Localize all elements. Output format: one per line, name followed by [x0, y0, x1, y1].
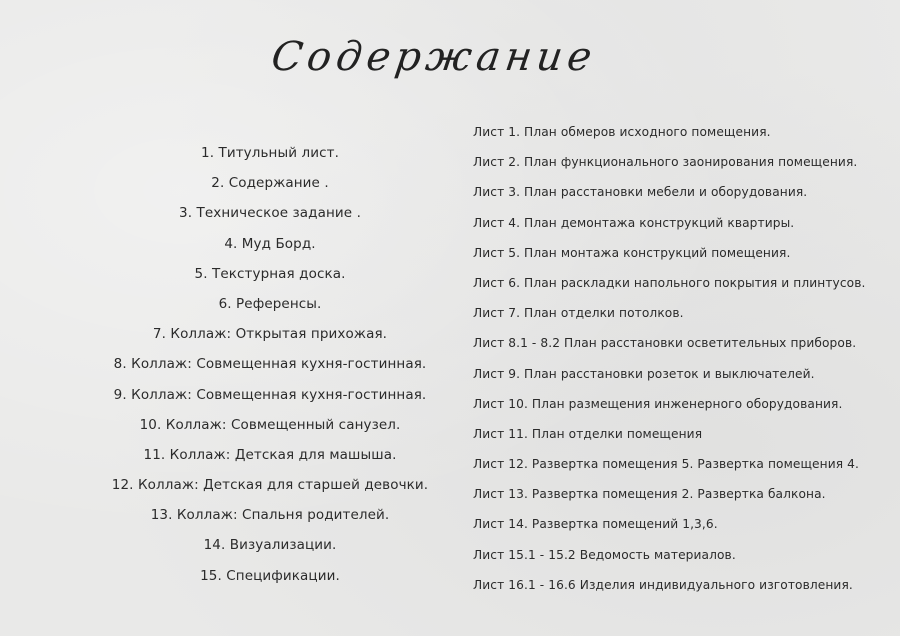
contents-item: 15. Спецификации.: [200, 567, 340, 584]
contents-item: 8. Коллаж: Совмещенная кухня-гостинная.: [113, 356, 427, 373]
sheet-item: Лист 12. Развертка помещения 5. Развертка помещения 4.: [473, 457, 859, 472]
sheet-item: Лист 3. План расстановки мебели и оборудования.: [473, 185, 808, 200]
sheet-item: Лист 2. План функционального заонирования помещения.: [473, 155, 858, 170]
page-title: Содержание: [268, 34, 600, 80]
sheet-item: Лист 9. План расстановки розеток и выключателей.: [473, 366, 815, 381]
sheet-item: Лист 10. План размещения инженерного оборудования.: [473, 396, 843, 411]
contents-item: 12. Коллаж: Детская для старшей девочки.: [111, 477, 429, 494]
sheet-item: Лист 6. План раскладки напольного покрытия и плинтусов.: [473, 275, 866, 290]
sheet-item: Лист 15.1 - 15.2 Ведомость материалов.: [473, 547, 736, 562]
sheet-item: Лист 11. План отделки помещения: [473, 426, 703, 441]
contents-item: 4. Муд Борд.: [224, 235, 316, 252]
contents-item: 10. Коллаж: Совмещенный санузел.: [139, 416, 401, 433]
sheet-item: Лист 5. План монтажа конструкций помещения.: [473, 245, 791, 260]
contents-item: 3. Техническое задание .: [179, 205, 361, 222]
sheet-item: Лист 4. План демонтажа конструкций квартиры.: [473, 215, 795, 230]
sheet-item: Лист 7. План отделки потолков.: [473, 306, 684, 321]
contents-item: 11. Коллаж: Детская для машыша.: [143, 446, 397, 463]
contents-item: 2. Содержание .: [211, 175, 329, 192]
sheet-item: Лист 14. Развертка помещений 1,3,6.: [473, 517, 718, 532]
contents-item: 14. Визуализации.: [203, 537, 337, 554]
contents-item: 9. Коллаж: Совмещенная кухня-гостинная.: [113, 386, 427, 403]
contents-item: 1. Титульный лист.: [201, 145, 339, 161]
sheets-list-right: [473, 121, 883, 604]
contents-item: 13. Коллаж: Спальня родителей.: [150, 507, 390, 524]
contents-item: 7. Коллаж: Открытая прихожая.: [152, 326, 388, 343]
sheet-item: Лист 13. Развертка помещения 2. Развертка балкона.: [473, 487, 826, 502]
contents-item: 6. Референсы.: [218, 295, 322, 312]
sheet-item: Лист 8.1 - 8.2 План расстановки осветительных приборов.: [473, 336, 857, 351]
contents-item: 5. Текстурная доска.: [194, 265, 346, 282]
sheet-item: Лист 1. План обмеров исходного помещения.: [473, 125, 771, 139]
contents-list-left: [90, 142, 450, 595]
sheet-item: Лист 16.1 - 16.6 Изделия индивидуального изготовления.: [473, 577, 853, 592]
